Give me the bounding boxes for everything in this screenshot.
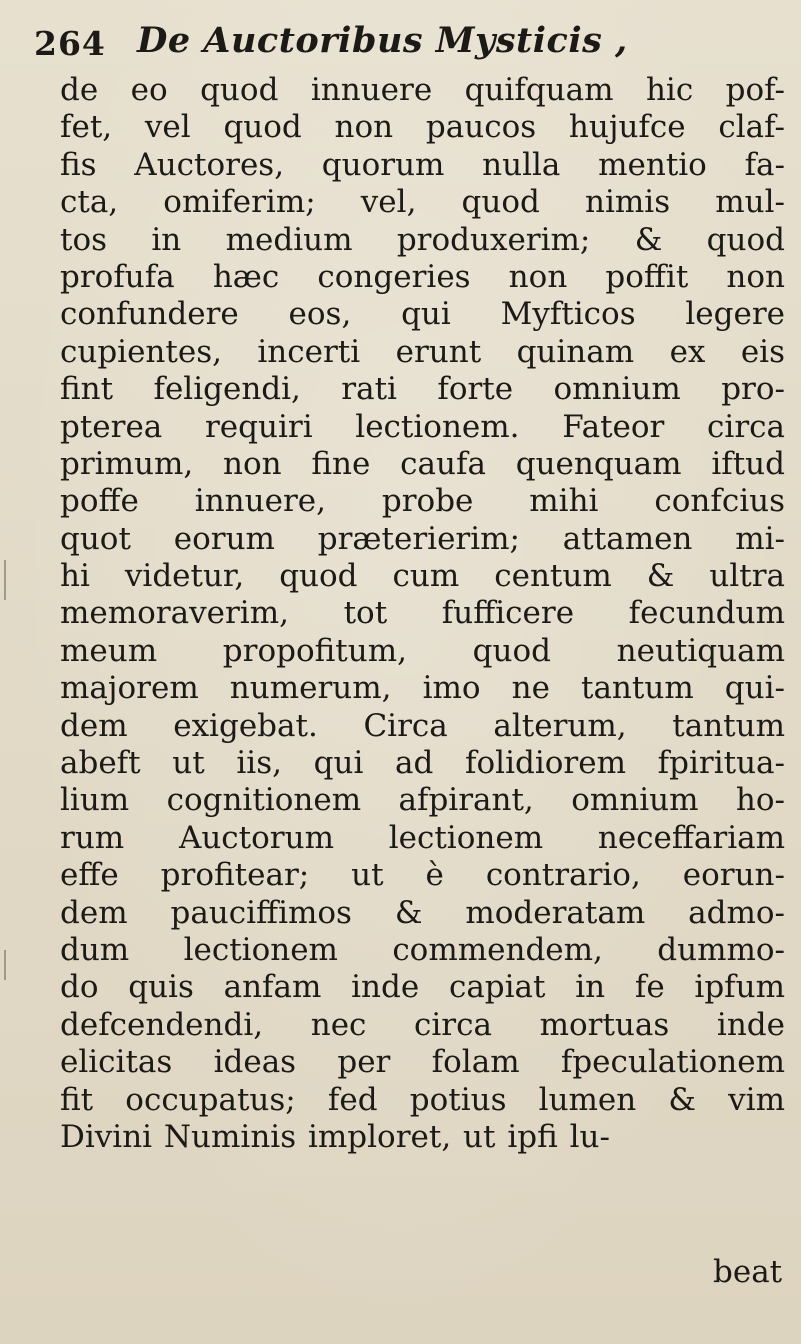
text-line: pterea requiri lectionem. Fateor circa — [60, 408, 785, 445]
text-line: lium cognitionem afpirant, omnium ho- — [60, 782, 785, 819]
text-line: Divini Numinis imploret, ut ipfi lu- — [60, 1118, 610, 1155]
catchword: beat — [713, 1254, 783, 1290]
text-line: abeft ut iis, qui ad folidiorem fpiritua- — [60, 745, 785, 782]
text-line: de eo quod innuere quifquam hic pof- — [60, 72, 785, 108]
text-line: fet, vel quod non paucos hujufce claf- — [60, 109, 785, 146]
text-line: quot eorum præterierim; attamen mi- — [60, 520, 785, 557]
text-line: poffe innuere, probe mihi confcius — [60, 483, 785, 520]
text-line: cupientes, incerti erunt quinam ex eis — [60, 333, 785, 370]
page-number: 264 — [34, 24, 106, 63]
text-line: majorem numerum, imo ne tantum qui- — [60, 670, 785, 707]
text-line: effe profitear; ut è contrario, eorun- — [60, 857, 785, 894]
text-line: elicitas ideas per folam fpeculationem — [60, 1044, 785, 1081]
page-header — [34, 14, 774, 64]
text-line: do quis anfam inde capiat in fe ipfum — [60, 969, 785, 1006]
text-line: primum, non fine caufa quenquam iftud — [60, 445, 785, 482]
margin-mark — [4, 560, 6, 600]
text-line: dem pauciffimos & moderatam admo- — [60, 894, 785, 931]
text-line: defcendendi, nec circa mortuas inde — [60, 1006, 785, 1043]
running-head: De Auctoribus Mysticis , — [137, 20, 628, 61]
text-line: dem exigebat. Circa alterum, tantum — [60, 707, 785, 744]
text-line: fint feligendi, rati forte omnium pro- — [60, 371, 785, 408]
text-line: rum Auctorum lectionem neceffariam — [60, 819, 785, 856]
text-line: profufa hæc congeries non poffit non — [60, 258, 785, 295]
text-line: memoraverim, tot fufficere fecundum — [60, 595, 785, 632]
text-line: hi videtur, quod cum centum & ultra — [60, 558, 785, 595]
margin-mark — [4, 950, 6, 980]
text-line: meum propofitum, quod neutiquam — [60, 632, 785, 669]
text-line: confundere eos, qui Myfticos legere — [60, 296, 785, 333]
text-line: fit occupatus; fed potius lumen & vim — [60, 1081, 785, 1118]
text-line: cta, omiferim; vel, quod nimis mul- — [60, 184, 785, 221]
text-line: tos in medium produxerim; & quod — [60, 221, 785, 258]
text-line: dum lectionem commendem, dummo- — [60, 931, 785, 968]
text-line: fis Auctores, quorum nulla mentio fa- — [60, 146, 785, 183]
body-text — [60, 72, 785, 1156]
